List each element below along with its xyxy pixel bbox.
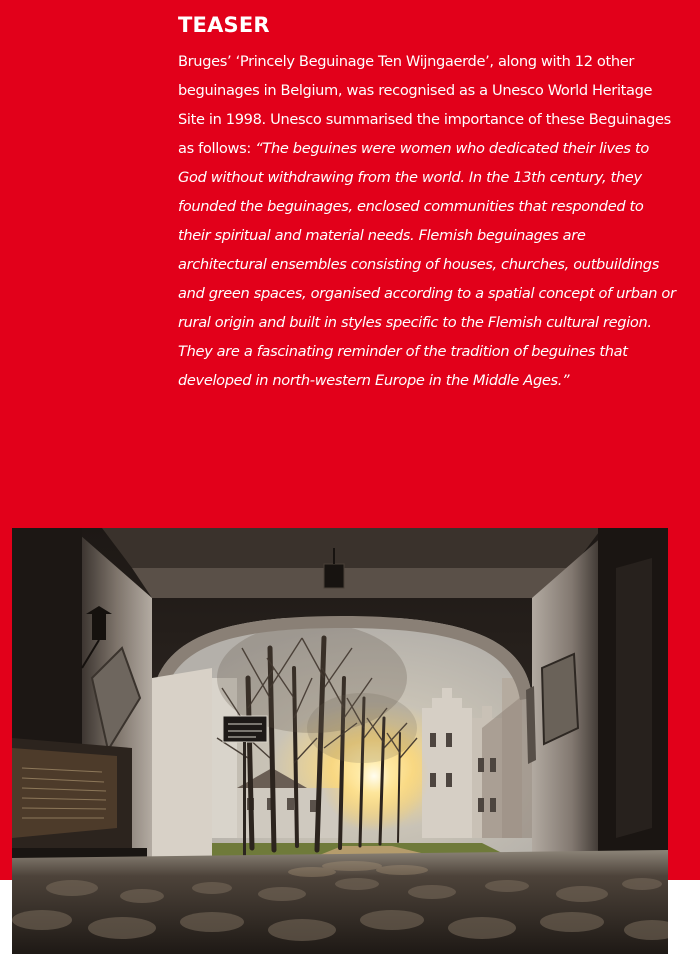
teaser-heading: TEASER xyxy=(178,13,270,37)
beguinage-gateway-photo xyxy=(12,528,668,954)
teaser-paragraph xyxy=(178,47,678,395)
unesco-quote-text: “The beguines were women who dedicated their lives to God without withdrawing from the world. In the 13th century, they founded the beguinages, enclosed communities that responded to their spiritual and material needs. Flemish beguinages are architectural ensembles consisting of houses, churches, outbuildings and green spaces, organised according to a spatial concept of urban or rural origin and built in styles specific to the Flemish cultural region. They are a fascinating reminder of the tradition of beguines that developed in north-western Europe in the Middle Ages.” xyxy=(178,140,676,389)
teaser-intro-text: Bruges’ ‘Princely Beguinage Ten Wijngaerde’, along with 12 other beguinages in Belgium, was recognised as a Unesco World Heritage Site in 1998. Unesco summarised the importance of these Beguinages as follows: xyxy=(178,53,671,157)
